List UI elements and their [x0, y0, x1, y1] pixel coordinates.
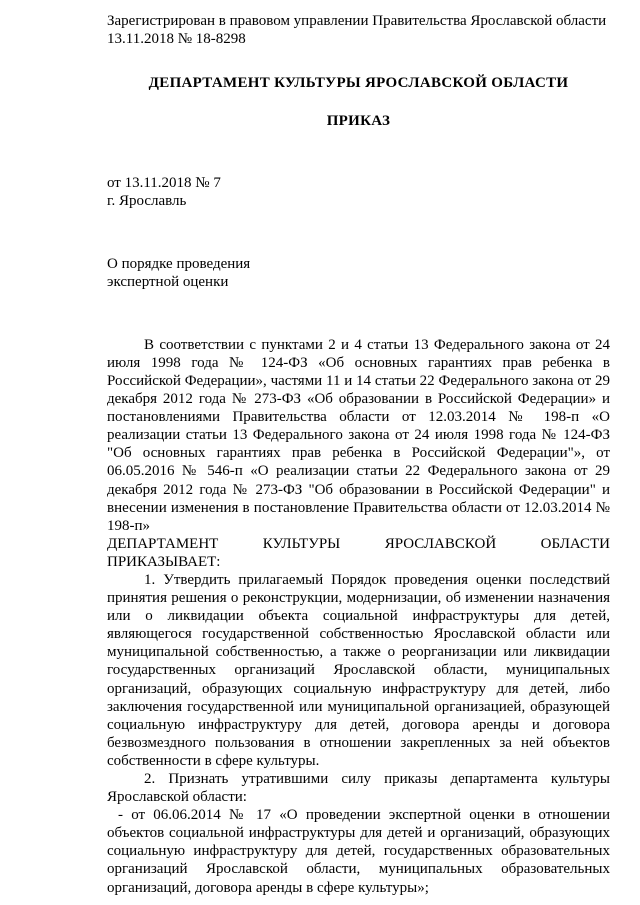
prikaz-word-4: ОБЛАСТИ: [540, 535, 610, 552]
preamble-paragraph: В соответствии с пунктами 2 и 4 статьи 13 Федерального закона от 24 июля 1998 года № 124-ФЗ «Об основных гарантиях прав ребенка в Российской Федерации», частями 11 и 14 статьи 22 Федерального закона от 29 декабря 2012 года № 273-ФЗ «Об образовании в Российской Федерации» и постановлениями Правительства области от 12.03.2014 № 198-п «О реализации статьи 13 Федерального закона от 24 июля 1998 года № 124-ФЗ "Об основных гарантиях прав ребенка в Российской Федерации"», от 06.05.2016 № 546-п «О реализации статьи 22 Федерального закона от 29 декабря 2012 года № 273-ФЗ "Об образовании в Российской Федерации" и внесении изменения в постановление Правительства области от 12.03.2014 № 198-п»: [107, 336, 610, 534]
document-page: [107, 12, 610, 897]
prikaz-end: ПРИКАЗЫВАЕТ:: [107, 553, 221, 570]
order-item-1: 1. Утвердить прилагаемый Порядок проведения оценки последствий принятия решения о реконструкции, модернизации, об изменении назначения или о ликвидации объекта социальной инфраструктуры для детей, являющегося государственной собственностью Ярославской области или муниципальной собственностью, а также о реорганизации или ликвидации государственных организаций Ярославской области, муниципальных организаций, образующих социальную инфраструктуру для детей, либо заключения государственной или муниципальной организацией, образующей социальную инфраструктуру для детей, договора аренды и договора безвозмездного пользования в отношении закрепленных за ней объектов собственности в сфере культуры.: [107, 571, 610, 769]
order-item-2: 2. Признать утратившими силу приказы департамента культуры Ярославской области:: [107, 771, 610, 806]
order-info: [107, 174, 610, 210]
order-city: г. Ярославль: [107, 193, 187, 210]
registration-note: [107, 12, 610, 48]
order-subject: [107, 255, 610, 291]
order-heading: ПРИКАЗ: [326, 113, 391, 130]
department-title: ДЕПАРТАМЕНТ КУЛЬТУРЫ ЯРОСЛАВСКОЙ ОБЛАСТИ: [148, 75, 569, 92]
registration-line-1: Зарегистрирован в правовом управлении Правительства Ярославской области: [107, 13, 607, 29]
order-item-2-sub-1: - от 06.06.2014 № 17 «О проведении экспертной оценки в отношении объектов социальной инфраструктуры для детей и организаций, образующих социальную инфраструктуру для детей, государственных образовательных организаций Ярославской области, муниципальных образовательных организаций, договора аренды в сфере культуры»;: [107, 807, 610, 896]
prikaz-word-3: ЯРОСЛАВСКОЙ: [384, 535, 497, 552]
prikaz-line: [107, 535, 610, 553]
subject-line-2: экспертной оценки: [107, 273, 229, 290]
prikaz-word-2: КУЛЬТУРЫ: [262, 535, 341, 552]
prikaz-word-1: ДЕПАРТАМЕНТ: [107, 535, 219, 552]
order-date-number: от 13.11.2018 № 7: [107, 175, 221, 192]
registration-line-2: 13.11.2018 № 18-8298: [107, 31, 246, 48]
subject-line-1: О порядке проведения: [107, 255, 251, 272]
